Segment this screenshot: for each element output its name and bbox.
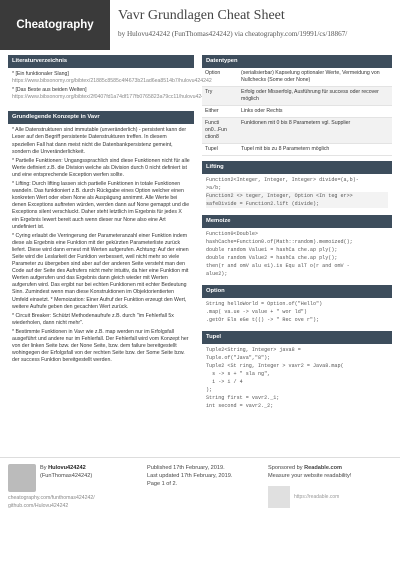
code-line: alue2);: [206, 271, 228, 277]
table-row: Option (serialisierbar) Kapselung optionaler Werte, Vermeidung von Nullchecks (Some oder None): [202, 68, 392, 87]
code-line: .map( va.ue -> value + " wor ld"): [206, 309, 307, 315]
box-title: Literaturverzeichnis: [8, 55, 194, 68]
literature-link[interactable]: https://www.bibsonomy.org/bibtex/2f0407fd1a74df177fb0765823a79cc11/hulovu424242: [12, 94, 213, 101]
concept-paragraph: * Bestimmte Funktionen in Vavr wie z.B. map werden nur im Erfolgsfall ausgeführt und andere nur im Fehlerfall. Der Fehlerfall wird vom Konzept her von der linken Seite bzw. der None Seite, bzw. dem failure bereitgestellt wohingegen der Erfolgsfall von der rechten Seite bzw. der Some Seite bzw. der success Funktion bereitgestellt werden.: [12, 328, 189, 364]
literature-item: * [Das Beste aus beiden Welten] https://www.bibsonomy.org/bibtex/2f0407fd1a74df177fb0765823a79cc11/hulovu424242: [12, 87, 213, 101]
literature-item: * [Ein funktionaler Slang] https://www.bibsonomy.org/bibtex/21885c8585c4f4673b21ad6ea8514b7/hulovu424242: [12, 71, 212, 85]
right-column: [202, 55, 392, 417]
readable-logo-icon[interactable]: [268, 486, 290, 508]
code-line: Tuple.of("Java","8");: [206, 355, 271, 361]
box-title: Option: [202, 285, 392, 298]
code-block: [202, 344, 392, 412]
table-row: Either Links oder Rechts: [202, 106, 392, 118]
sponsor-tagline: Measure your website readability!: [268, 473, 352, 479]
code-line: Function2 <> teger, Integer, Option <In teg er>>: [206, 192, 388, 200]
left-column: [8, 55, 213, 374]
datatypes-table: [202, 68, 392, 156]
code-line: then(r and omV alu e1).is Equ alT o(r and omV -: [206, 263, 350, 269]
published-date: Published 17th February, 2019.: [147, 465, 225, 471]
concepts-body: [8, 124, 194, 369]
code-block: [202, 174, 392, 210]
header: [0, 0, 400, 50]
code-line: double random Value1 = hashCa che.ap ply();: [206, 247, 338, 253]
option-box: [202, 285, 392, 326]
code-line: double random Value2 = hashCa che.ap ply();: [206, 255, 338, 261]
page-number: Page 1 of 2.: [147, 481, 178, 487]
concept-paragraph: * Lifting: Durch lifting lassen sich partielle Funktionen in totale Funktionen wandeln. Das funktioniert z.B. durch Rückgabe eines Option welcher einen konkreten Wert oder eben None als Auspägung annimmt. Alle Werte bei denen Exceptions auftreten würden, werden dann auf None gemappt und die Exceptions silent verschluckt. Daher steht letztlich im Ergebnis für jedes X ein Ergebnis Iewert bereit auch wenn dieser nur None also eine Art undefiniert ist.: [12, 181, 190, 230]
code-line: String first = vavr2._1;: [206, 395, 280, 401]
author-url[interactable]: cheatography.com/funthomas424242/: [8, 495, 95, 501]
code-block: [202, 228, 392, 280]
page-title: Vavr Grundlagen Cheat Sheet: [118, 8, 285, 23]
logo-text: Cheatography: [16, 19, 94, 31]
box-title: Lifting: [202, 161, 392, 174]
code-line: .getOr Els eGe t(() -> " Rec ove r");: [206, 317, 320, 323]
code-line: Function2<Integer, Integer, Integer> divide=(a,b)-: [206, 177, 359, 183]
literature-box: [8, 55, 213, 106]
box-title: Datentypen: [202, 55, 392, 68]
concept-paragraph: * Partielle Funktionen: Ungangssprachlich sind diese Funktionen nicht für alle Werte definiert z.B. die Division welche als Division durch 0 nicht definiert ist und eine entsprechende Exception werfen sollte.: [12, 157, 190, 178]
literature-list: [8, 68, 213, 106]
code-line: >a/b;: [206, 185, 222, 191]
cheatography-logo[interactable]: [0, 0, 110, 50]
code-line: );: [206, 387, 213, 393]
author-name[interactable]: Hulovu424242: [48, 465, 86, 471]
box-title: Memoize: [202, 215, 392, 228]
literature-link[interactable]: https://www.bibsonomy.org/bibtex/21885c8585c4f4673b21ad6ea8514b7/hulovu424242: [12, 78, 212, 85]
author-info: By Hulovu424242 (FunThomas424242): [40, 465, 93, 479]
box-title: Tupel: [202, 331, 392, 344]
updated-date: Last updated 17th February, 2019.: [147, 473, 233, 479]
table-row: Functi on0...Fun ction8 Funktionen mit 0 bis 8 Parametern vgl. Supplier: [202, 118, 392, 144]
code-line: hashCache=Function0.of(Math::random).memoized();: [206, 239, 353, 245]
box-title: Grundlegende Konzepte in Vavr: [8, 111, 194, 124]
publish-info: [147, 464, 232, 488]
concepts-box: [8, 111, 194, 369]
code-line: Function0<Double>: [206, 231, 258, 237]
code-line: Tuple2<String, Integer> java8 =: [206, 347, 301, 353]
sponsor-info: Sponsored by Readable.com Measure your website readability!: [268, 465, 352, 479]
concept-paragraph: * Circuit Breaker: Schützt Methodenaufrufe z.B. durch "im Fehlerfall 5x wiederholen, dann nicht mehr".: [12, 312, 174, 326]
concept-paragraph: * Alle Datenstrukturen sind immutable (unveränderlich) - persistent kann der Leser auf den Begriff persistente Datenstrukturen treffen. In diesem speziellen Fall hat dann meist nicht die Datenbankpersistenz gemeint, sondern die Unveränderlichkeit.: [12, 127, 187, 155]
memoize-box: [202, 215, 392, 280]
code-line: String helloWorld = Option.of("Hello"): [206, 301, 323, 307]
avatar[interactable]: [8, 464, 36, 492]
lifting-box: [202, 161, 392, 210]
sponsor-name[interactable]: Readable.com: [304, 465, 343, 471]
table-row: Try Erfolg oder Misserfolg, Ausführung für success oder recover möglich: [202, 87, 392, 106]
concept-paragraph: * Cyring erlaubt die Verringerung der Parameteranzahl einer Funktion indem diese als Ergebnis eine Funktion mit der gekürzten Parameterliste zurück liefert. Diese wird dann erneut mit Werten aufgerufen. Achtung: Auf der einen Seite wird die Leslarkeit der Funktion verbessert, weil nicht mehr so viele Parameter zu übergeben sind aber auf der anderen Seite versteht man den Code auf der Seite des Aufrufers nicht mehr intuitiv, da hier eine Funktion mit Werten aufgerufen und das Ergebnis dann gleich wieder mit Werten aufgerufen wird. Das ergibt nur bei echten Funktionen mit echter Bedeutung Sinn. Zumindest wenn man diese Konstruktionen im Objektorientierten Umfeld einsetzt. * Memoization: Einer Aufruf der Funktion erzeugt den Wert, weitere Aufrufe geben den gecachten Wert zurück.: [12, 232, 189, 310]
code-block: [202, 298, 392, 326]
table-row: Tupel Tupel mit bis zu 8 Parametern möglich: [202, 144, 392, 156]
code-line: safeDivide = Function2.lift (divide);: [206, 200, 388, 208]
byline[interactable]: by Hulovu424242 (FunThomas424242) via cheatography.com/19991/cs/18867/: [118, 30, 348, 38]
author-alias: (FunThomas424242): [40, 473, 93, 479]
sponsor-url[interactable]: https://readable.com: [294, 494, 340, 500]
author-links: [8, 494, 95, 510]
code-line: s -> s + " sla ng",: [206, 371, 271, 377]
tuple-box: [202, 331, 392, 412]
datatypes-box: [202, 55, 392, 156]
code-line: Tuple2 <St ring, Integer > vavr2 = Java8.map(: [206, 363, 344, 369]
footer: [0, 457, 400, 567]
code-line: int second = vavr2._2;: [206, 403, 274, 409]
code-line: i -> i / 4: [206, 379, 243, 385]
author-github[interactable]: github.com/Hulovu424242: [8, 503, 69, 509]
